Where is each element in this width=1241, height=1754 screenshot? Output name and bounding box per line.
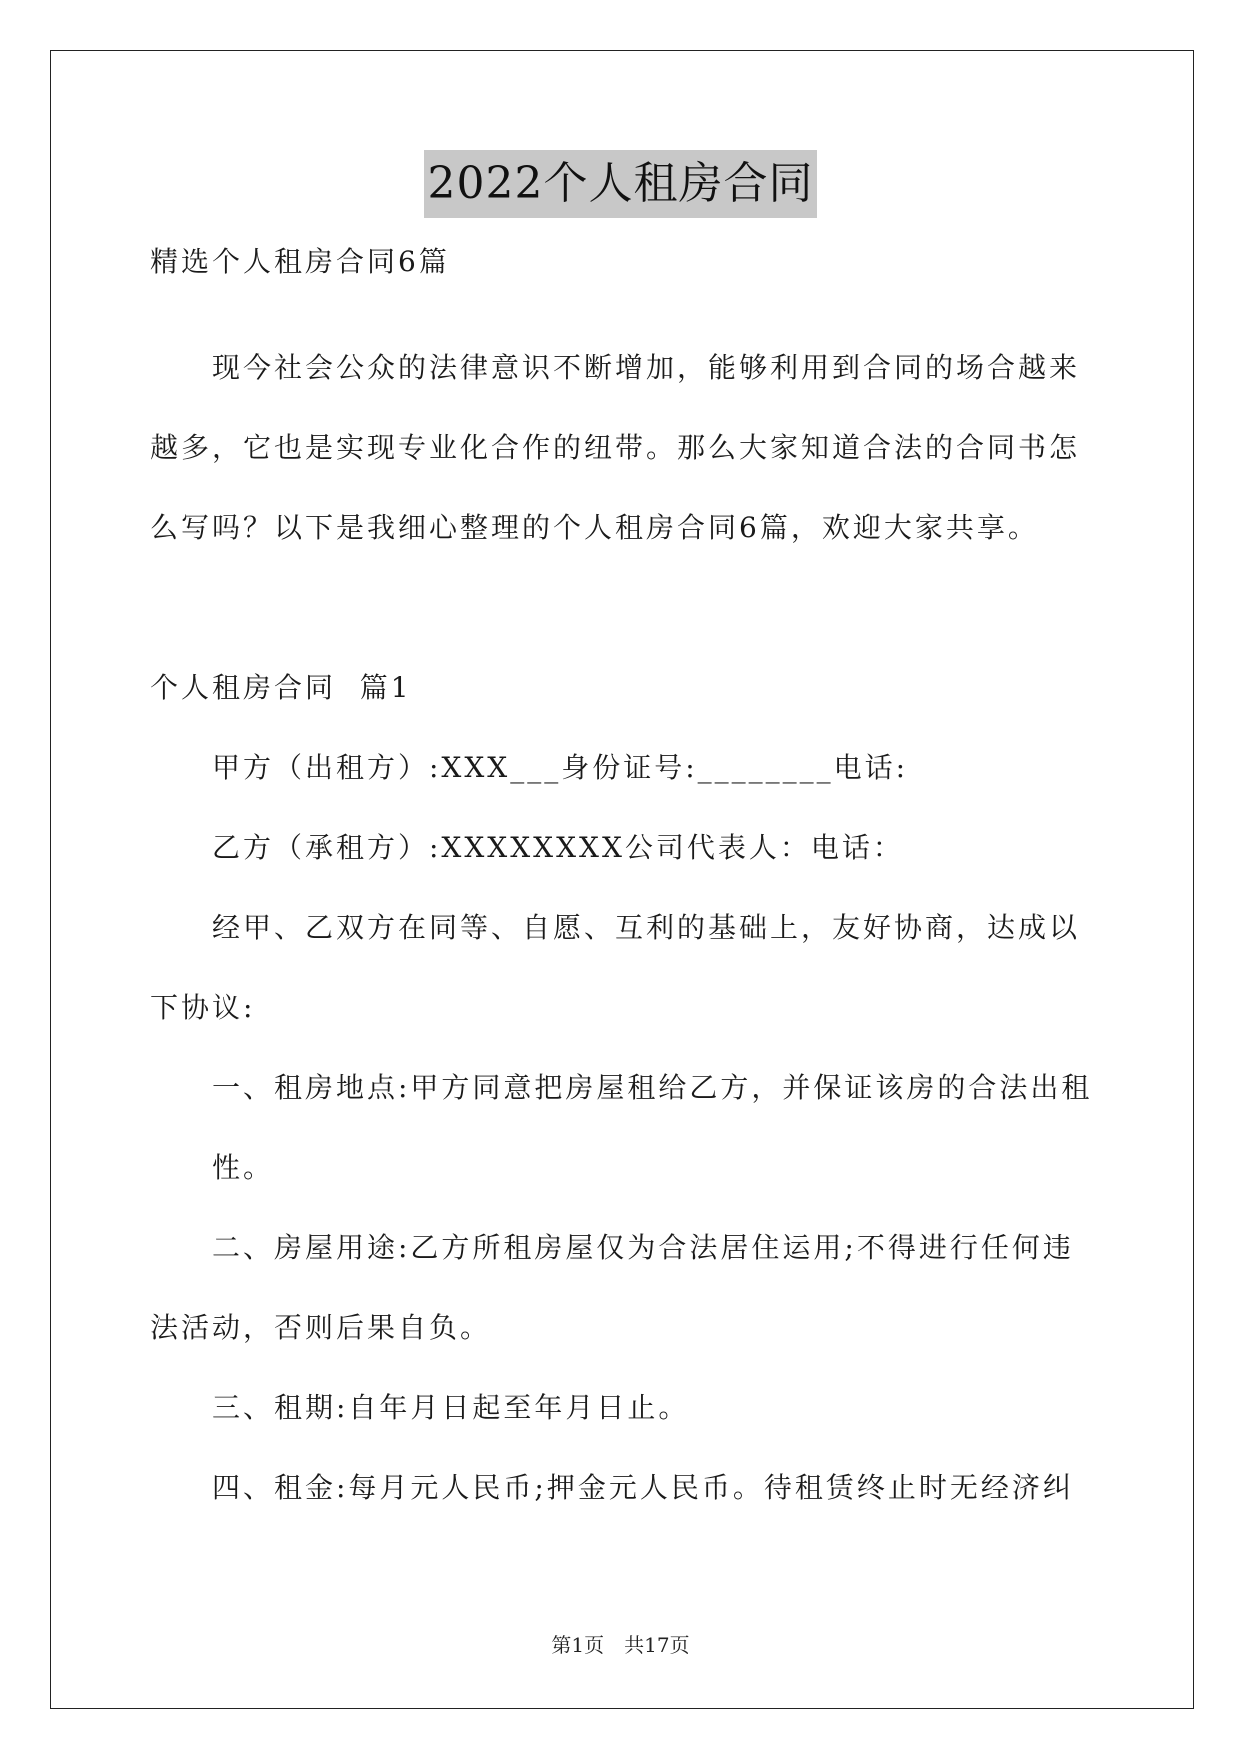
clause-4-line: 四、租金:每月元人民币;押金元人民币。待租赁终止时无经济纠 (212, 1471, 1074, 1504)
page-footer: 第1页 共17页 (551, 1633, 690, 1657)
clause-1-line-1: 一、租房地点:甲方同意把房屋租给乙方，并保证该房的合法出租 (212, 1071, 1093, 1104)
intro-line-2: 越多，它也是实现专业化合作的纽带。那么大家知道合法的合同书怎 (150, 431, 1081, 464)
clause-2-line-2: 法活动，否则后果自负。 (150, 1311, 492, 1344)
party-b-line: 乙方（承租方）:XXXXXXXX公司代表人：电话： (212, 831, 904, 864)
agreement-line-1: 经甲、乙双方在同等、自愿、互利的基础上，友好协商，达成以 (212, 911, 1081, 944)
clause-1-line-2: 性。 (212, 1151, 275, 1184)
section-heading: 个人租房合同 篇1 (150, 671, 412, 704)
party-a-line: 甲方（出租方）:XXX___身份证号:________电话: (212, 751, 909, 784)
clause-2-line-1: 二、房屋用途:乙方所租房屋仅为合法居住运用;不得进行任何违 (212, 1231, 1074, 1264)
intro-line-1: 现今社会公众的法律意识不断增加，能够利用到合同的场合越来 (212, 351, 1081, 384)
document-title: 2022个人租房合同 (424, 150, 818, 218)
intro-line-3: 么写吗？以下是我细心整理的个人租房合同6篇，欢迎大家共享。 (150, 511, 1039, 544)
page-border (50, 50, 1194, 1709)
clause-3-line: 三、租期:自年月日起至年月日止。 (212, 1391, 690, 1424)
document-subtitle: 精选个人租房合同6篇 (150, 245, 450, 278)
title-wrap (0, 150, 1241, 218)
agreement-line-2: 下协议: (150, 991, 256, 1024)
